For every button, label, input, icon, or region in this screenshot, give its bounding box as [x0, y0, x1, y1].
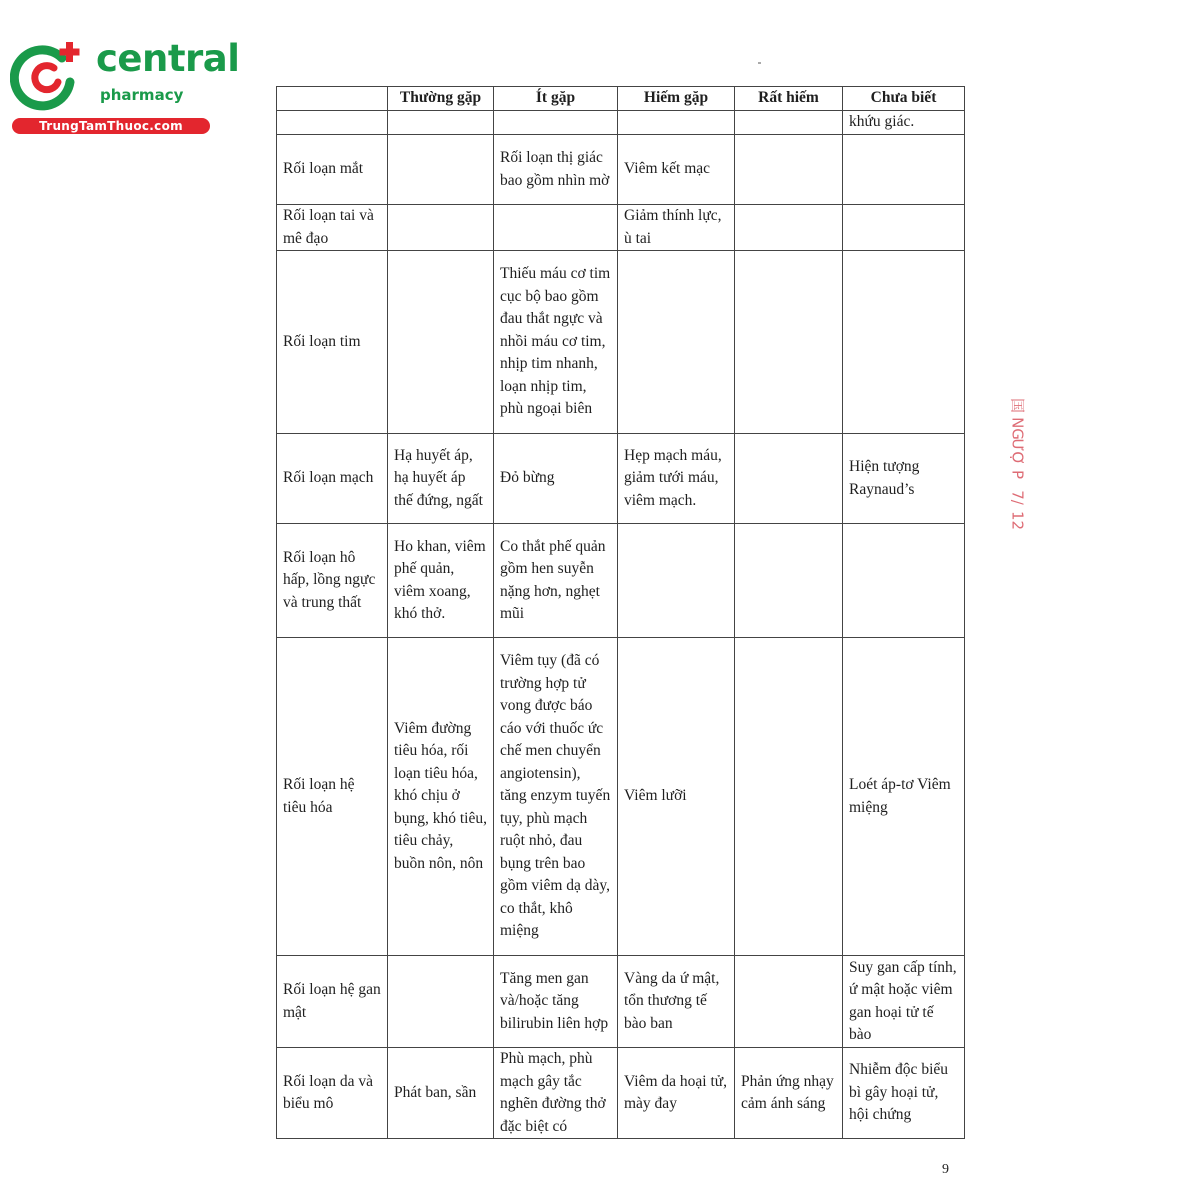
table-cell: Viêm da hoại tử, mày đay	[618, 1048, 735, 1139]
header-common: Thường gặp	[388, 87, 494, 111]
table-cell: Rối loạn hệ tiêu hóa	[277, 638, 388, 956]
table-cell	[388, 251, 494, 434]
table-cell	[388, 956, 494, 1048]
table-cell: Hẹp mạch máu, giảm tưới máu, viêm mạch.	[618, 434, 735, 524]
table-row	[277, 251, 965, 434]
page-number: 9	[942, 1162, 949, 1177]
table-cell	[735, 434, 843, 524]
table-cell: khứu giác.	[843, 111, 965, 135]
table-cell: Viêm kết mạc	[618, 135, 735, 205]
logo-name: central	[96, 37, 240, 80]
table-cell	[388, 111, 494, 135]
table-cell	[388, 135, 494, 205]
table-cell: Tăng men gan và/hoặc tăng bilirubin liên hợp	[494, 956, 618, 1048]
table-cell: Ho khan, viêm phế quản, viêm xoang, khó thở.	[388, 524, 494, 638]
table-cell: Phản ứng nhạy cảm ánh sáng	[735, 1048, 843, 1139]
table-row	[277, 111, 965, 135]
table-row	[277, 956, 965, 1048]
adverse-effects-table	[276, 86, 965, 1139]
table-cell: Nhiễm độc biểu bì gây hoại tử, hội chứng	[843, 1048, 965, 1139]
table-cell	[735, 524, 843, 638]
stamp-glyph: 12	[1008, 510, 1027, 531]
table-cell	[843, 205, 965, 251]
table-cell: Rối loạn tai và mê đạo	[277, 205, 388, 251]
table-cell	[494, 111, 618, 135]
table-header-row	[277, 87, 965, 111]
table-cell: Thiếu máu cơ tim cục bộ bao gồm đau thắt ngực và nhồi máu cơ tim, nhịp tim nhanh, loạn nhịp tim, phù ngoại biên	[494, 251, 618, 434]
table-cell	[735, 251, 843, 434]
central-pharmacy-logo	[10, 37, 240, 138]
table-cell	[735, 135, 843, 205]
table-cell	[843, 135, 965, 205]
table-cell	[735, 205, 843, 251]
table-row	[277, 524, 965, 638]
table-cell	[843, 251, 965, 434]
table-cell	[494, 205, 618, 251]
header-organ-class	[277, 87, 388, 111]
header-unknown: Chưa biết	[843, 87, 965, 111]
table-cell: Rối loạn hô hấp, lồng ngực và trung thất	[277, 524, 388, 638]
scan-speck	[758, 62, 761, 64]
table-cell	[735, 956, 843, 1048]
table-cell: Phát ban, sần	[388, 1048, 494, 1139]
table-cell	[735, 638, 843, 956]
table-cell	[277, 111, 388, 135]
stamp-glyph: P	[1008, 469, 1027, 480]
table-row	[277, 1048, 965, 1139]
stamp-glyph: NG	[1008, 417, 1027, 440]
table-cell	[618, 251, 735, 434]
table-cell	[618, 524, 735, 638]
header-very-rare: Rất hiếm	[735, 87, 843, 111]
header-uncommon: Ít gặp	[494, 87, 618, 111]
table-row	[277, 638, 965, 956]
table-cell: Viêm lưỡi	[618, 638, 735, 956]
table-row	[277, 434, 965, 524]
table-cell: Rối loạn tim	[277, 251, 388, 434]
table-cell: Rối loạn da và biểu mô	[277, 1048, 388, 1139]
table-cell: Viêm tụy (đã có trường hợp tử vong được báo cáo với thuốc ức chế men chuyển angiotensin), tăng enzym tuyến tụy, phù mạch ruột nhỏ, đau bụng trên bao gồm viêm dạ dày, co thắt, khô miệng	[494, 638, 618, 956]
table-cell: Rối loạn thị giác bao gồm nhìn mờ	[494, 135, 618, 205]
table-cell: Viêm đường tiêu hóa, rối loạn tiêu hóa, khó chịu ở bụng, khó tiêu, tiêu chảy, buồn nôn, nôn	[388, 638, 494, 956]
table-cell: Loét áp-tơ Viêm miệng	[843, 638, 965, 956]
table-cell: Đỏ bừng	[494, 434, 618, 524]
header-rare: Hiếm gặp	[618, 87, 735, 111]
red-stamp	[1004, 398, 1030, 558]
table-cell: Hiện tượng Raynaud’s	[843, 434, 965, 524]
table-row	[277, 205, 965, 251]
pharmacy-cross-icon	[10, 38, 84, 112]
stamp-glyph: 国	[1008, 397, 1027, 413]
table-cell: Hạ huyết áp, hạ huyết áp thế đứng, ngất	[388, 434, 494, 524]
table-cell	[388, 205, 494, 251]
table-cell: Phù mạch, phù mạch gây tắc nghẽn đường thở đặc biệt có	[494, 1048, 618, 1139]
table-cell: Vàng da ứ mật, tổn thương tế bào ban	[618, 956, 735, 1048]
logo-subtitle: pharmacy	[100, 86, 184, 104]
table-cell	[843, 524, 965, 638]
stamp-glyph: ƯỢ	[1008, 438, 1027, 466]
table-cell	[735, 111, 843, 135]
stamp-glyph: 7/	[1008, 490, 1027, 505]
logo-banner: TrungTamThuoc.com	[12, 118, 210, 134]
table-cell: Suy gan cấp tính, ứ mật hoặc viêm gan hoại tử tế bào	[843, 956, 965, 1048]
table-cell: Giảm thính lực, ù tai	[618, 205, 735, 251]
table-cell	[618, 111, 735, 135]
table-row	[277, 135, 965, 205]
table-cell: Rối loạn mạch	[277, 434, 388, 524]
table-cell: Rối loạn mắt	[277, 135, 388, 205]
table-cell: Co thắt phế quản gồm hen suyễn nặng hơn, nghẹt mũi	[494, 524, 618, 638]
table-cell: Rối loạn hệ gan mật	[277, 956, 388, 1048]
